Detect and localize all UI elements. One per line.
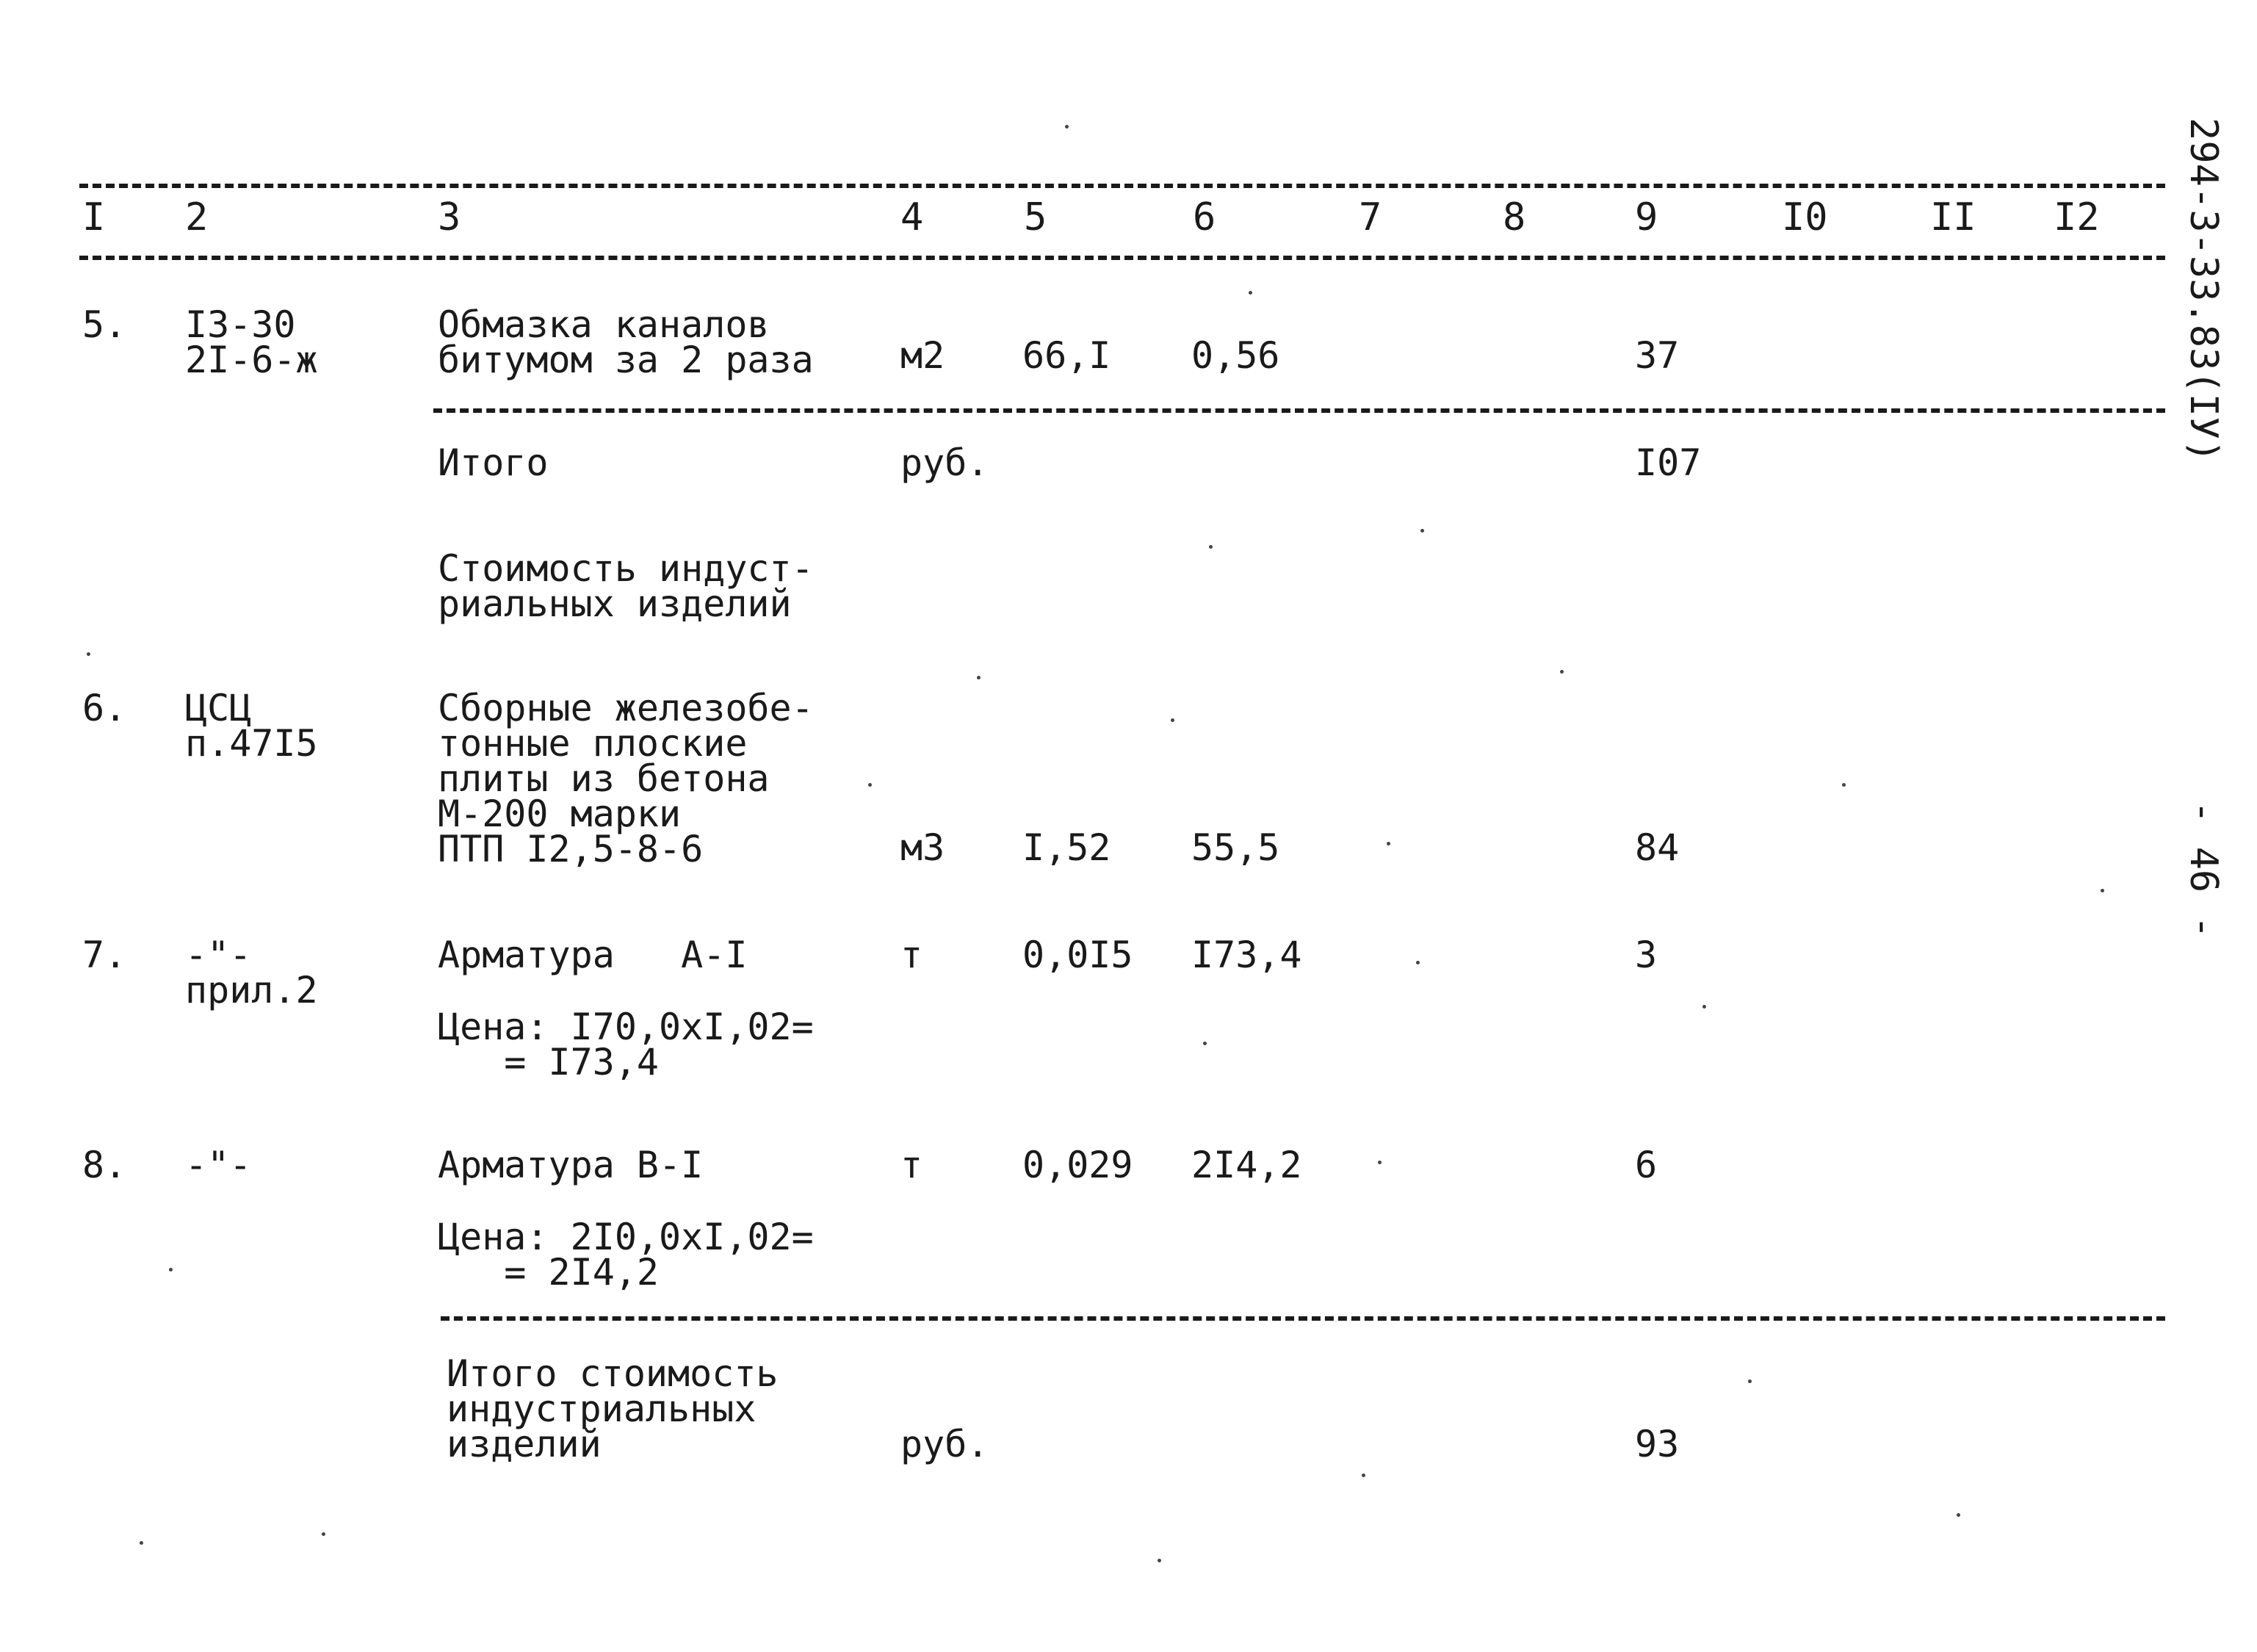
row-name: Итого [438, 441, 549, 484]
row-unit: руб. [900, 1423, 989, 1465]
header-bottom-rule [79, 256, 2165, 260]
row-total: 84 [1635, 826, 1680, 869]
col-header-4: 4 [900, 195, 924, 239]
row-total: I07 [1635, 441, 1702, 484]
row-number: 6. [82, 687, 127, 729]
row-qty: 0,0I5 [1022, 934, 1133, 976]
section-rule [441, 1316, 2165, 1321]
row-qty: 66,I [1022, 334, 1111, 377]
row-number: 7. [82, 934, 127, 976]
row-unit: м3 [900, 826, 945, 869]
price-note: Цена: 2I0,0xI,02= = 2I4,2 [438, 1216, 814, 1294]
row-price: I73,4 [1191, 934, 1302, 976]
price-note: Цена: I70,0xI,02= = I73,4 [438, 1006, 814, 1083]
row-total: 3 [1635, 934, 1658, 976]
row-name: Арматура A-I [438, 934, 748, 976]
row-unit: т [900, 1144, 923, 1186]
row-price: 55,5 [1191, 826, 1280, 869]
row-name: Итого стоимость индустриальных изделий [447, 1352, 779, 1465]
row-total: 6 [1635, 1144, 1658, 1186]
row-code: -"- прил.2 [185, 934, 318, 1011]
col-header-11: II [1930, 195, 1976, 239]
row-total: 37 [1635, 334, 1680, 377]
col-header-12: I2 [2054, 195, 2100, 239]
col-header-2: 2 [185, 195, 209, 239]
document-code: 294-3-33.83(IУ) [2181, 118, 2225, 463]
header-top-rule [79, 184, 2165, 188]
row-unit: м2 [900, 334, 945, 377]
row-price: 0,56 [1191, 334, 1280, 377]
row-code: I3-30 2I-6-ж [185, 303, 318, 381]
col-header-6: 6 [1193, 195, 1216, 239]
row-name: Обмазка каналов битумом за 2 раза [438, 303, 814, 381]
section-rule [433, 408, 2165, 413]
col-header-10: I0 [1782, 195, 1828, 239]
row-unit: т [900, 934, 923, 976]
row-name: Сборные железобе- тонные плоские плиты из бетона М-200 марки ПТП I2,5-8-6 [438, 687, 814, 870]
page-number: - 46 - [2181, 801, 2225, 939]
col-header-7: 7 [1359, 195, 1382, 239]
col-header-1: I [82, 195, 106, 239]
row-code: ЦСЦ п.47I5 [185, 687, 318, 765]
col-header-9: 9 [1635, 195, 1658, 239]
row-price: 2I4,2 [1191, 1144, 1302, 1186]
col-header-8: 8 [1503, 195, 1526, 239]
row-number: 5. [82, 303, 127, 346]
row-number: 8. [82, 1144, 127, 1186]
col-header-5: 5 [1024, 195, 1047, 239]
row-name: Арматура B-I [438, 1144, 704, 1186]
section-heading: Стоимость индуст- риальных изделий [438, 547, 814, 625]
row-qty: I,52 [1022, 826, 1111, 869]
row-total: 93 [1635, 1423, 1680, 1465]
row-unit: руб. [900, 441, 989, 484]
row-code: -"- [185, 1144, 252, 1186]
row-qty: 0,029 [1022, 1144, 1133, 1186]
col-header-3: 3 [438, 195, 461, 239]
